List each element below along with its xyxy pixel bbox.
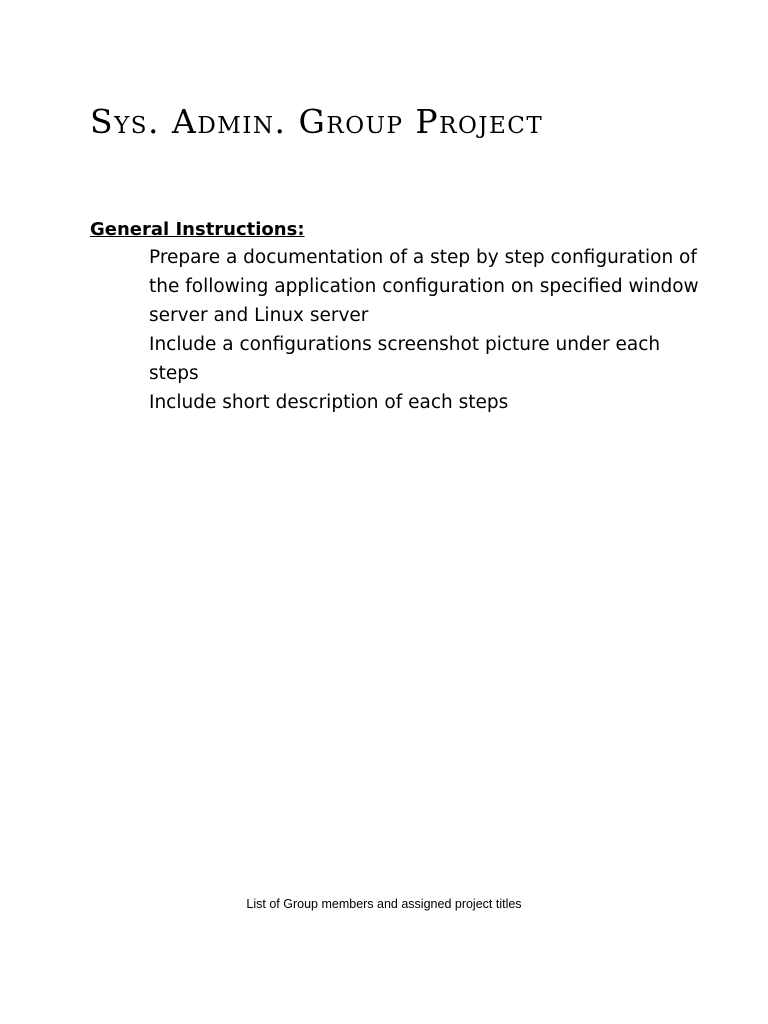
general-instructions-heading: General Instructions: [90,219,305,240]
instruction-item: Include a configurations screenshot picture under each steps [149,334,661,384]
instruction-item: Include short description of each steps [149,392,509,413]
group-members-caption: List of Group members and assigned project titles [246,897,522,911]
instructions-list [149,243,709,417]
instruction-item: Prepare a documentation of a step by step configuration of the following application configuration on specified window server and Linux server [149,247,699,326]
document-title: Sys. Admin. Group Project [90,102,544,141]
